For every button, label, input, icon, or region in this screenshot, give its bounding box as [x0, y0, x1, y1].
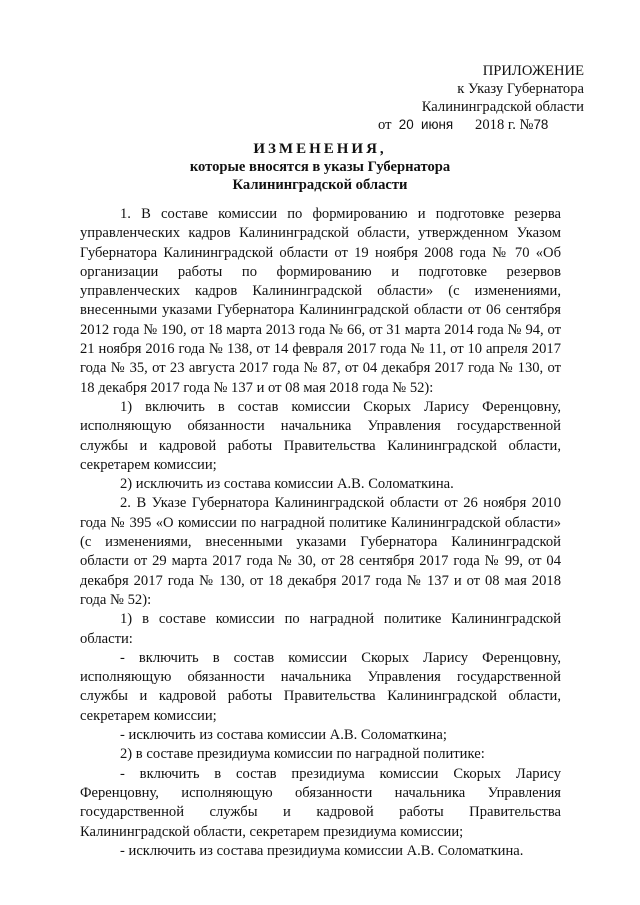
document-body: [80, 205, 561, 861]
title-subtitle-1: которые вносятся в указы Губернатора: [189, 159, 451, 175]
title-heading: ИЗМЕНЕНИЯ,: [253, 141, 387, 157]
paragraph: 2. В Указе Губернатора Калининградской области от 26 ноября 2010 года № 395 «О комиссии по наградной политике Калининградской области» (с изменениями, внесенными указами Губернатора Калининградской области от 29 марта 2017 года № 30, от 28 сентября 2017 года № 99, от 04 декабря 2017 года № 130, от 18 декабря 2017 года № 137 и от 08 мая 2018 года № 52):: [80, 495, 561, 608]
paragraph: - включить в состав комиссии Скорых Ларису Ференцовну, исполняющую обязанности начальника Управления государственной службы и кадровой работы Правительства Калининградской области, секретарем комиссии;: [80, 649, 561, 724]
document-title: [80, 140, 560, 194]
paragraph: 2) в составе президиума комиссии по наградной политике:: [120, 746, 485, 763]
date-prefix: от: [378, 117, 392, 133]
paragraph: 1. В составе комиссии по формированию и подготовке резерва управленческих кадров Калининградской области, утвержденном Указом Губернатора Калининградской области от 19 ноября 2008 года № 70 «Об организации работы по формированию и подготовке резервов управленческих кадров Калининградской области» (с изменениями, внесенными указами Губернатора Калининградской области от 06 сентября 2012 года № 190, от 18 марта 2013 года № 66, от 31 марта 2014 года № 94, от 21 ноября 2016 года № 138, от 14 февраля 2017 года № 11, от 10 апреля 2017 года № 35, от 23 августа 2017 года № 87, от 04 декабря 2017 года № 130, от 18 декабря 2017 года № 137 и от 08 мая 2018 года № 52):: [80, 206, 561, 396]
title-subtitle-2: Калининградской области: [232, 177, 408, 193]
appendix-date-line: [372, 116, 584, 134]
paragraph: - исключить из состава президиума комиссии А.В. Соломаткина.: [120, 842, 524, 859]
number-sign: №: [519, 117, 534, 133]
date-year: 2018 г.: [475, 117, 516, 133]
date-month: июня: [420, 117, 454, 132]
paragraph: - включить в состав президиума комиссии Скорых Ларису Ференцовну, исполняющую обязанности начальника Управления государственной службы и кадровой работы Правительства Калининградской области, секретарем президиума комиссии;: [80, 765, 561, 840]
paragraph: 1) включить в состав комиссии Скорых Ларису Ференцовну, исполняющую обязанности начальника Управления государственной службы и кадровой работы Правительства Калининградской области, секретарем комиссии;: [80, 398, 561, 473]
paragraph: 1) в составе комиссии по наградной политике Калининградской области:: [80, 611, 561, 647]
appendix-decree-line: к Указу Губернатора: [457, 81, 584, 97]
decree-number: 78: [533, 117, 549, 132]
date-day: 20: [398, 117, 414, 132]
appendix-label: ПРИЛОЖЕНИЕ: [482, 63, 584, 79]
paragraph: 2) исключить из состава комиссии А.В. Соломаткина.: [120, 476, 454, 493]
appendix-region-line: Калининградской области: [421, 99, 584, 115]
appendix-header: [372, 62, 584, 134]
paragraph: - исключить из состава комиссии А.В. Соломаткина;: [120, 727, 447, 744]
